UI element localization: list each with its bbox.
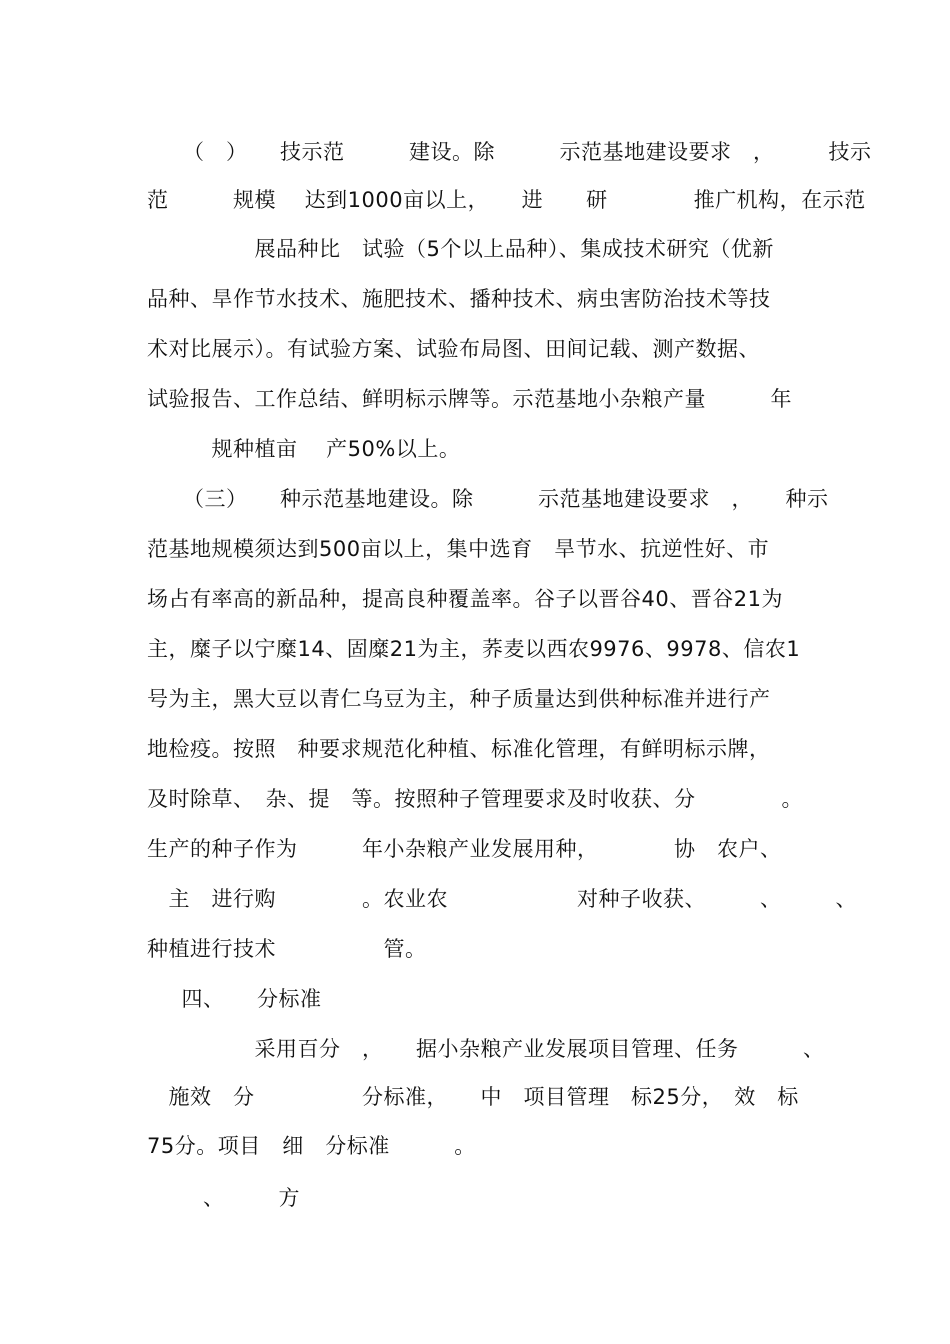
text-line: 范 规模 达到1000亩以上， 进 研 推广机构，在示范 [147, 188, 866, 212]
text-line: 主 进行购 。农业农 对种子收获、 、 、 [147, 887, 857, 911]
text-line: 75分。项目 细 分标准 。 [147, 1134, 476, 1158]
text-line: 展品种比 试验（5个以上品种）、集成技术研究（优新 [147, 237, 774, 261]
text-line: 地检疫。按照 种要求规范化种植、标准化管理，有鲜明标示牌， [147, 737, 771, 761]
text-line: 场占有率高的新品种，提高良种覆盖率。谷子以晋谷40、晋谷21为 [147, 587, 783, 611]
section-heading: 四、 分标准 [160, 987, 322, 1011]
section-heading: 、 方 [160, 1186, 300, 1210]
text-line: 及时除草、 杂、提 等。按照种子管理要求及时收获、分 。 [147, 787, 803, 811]
text-line: 范基地规模须达到500亩以上，集中选育 旱节水、抗逆性好、市 [147, 537, 770, 561]
text-line: 采用百分 ， 据小杂粮产业发展项目管理、任务 、 [147, 1037, 825, 1061]
text-line: 品种、旱作节水技术、施肥技术、播种技术、病虫害防治技术等技 [147, 287, 771, 311]
text-line: 主，糜子以宁糜14、固糜21为主，荞麦以西农9976、9978、信农1 [147, 637, 801, 661]
text-line: 种植进行技术 管。 [147, 937, 427, 961]
text-line: 规种植亩 产50%以上。 [147, 437, 461, 461]
text-line: 生产的种子作为 年小杂粮产业发展用种， 协 农户、 [147, 837, 782, 861]
text-line: 号为主，黑大豆以青仁乌豆为主，种子质量达到供种标准并进行产 [147, 687, 771, 711]
text-line: 试验报告、工作总结、鲜明标示牌等。示范基地小杂粮产量 年 [147, 387, 792, 411]
text-line: （ ） 技示范 建设。除 示范基地建设要求 ， 技示 [183, 140, 872, 164]
text-line: 术对比展示）。有试验方案、试验布局图、田间记载、测产数据、 [147, 337, 760, 361]
text-line: （三） 种示范基地建设。除 示范基地建设要求 ， 种示 [183, 487, 829, 511]
text-line: 施效 分 分标准， 中 项目管理 标25分， 效 标 [147, 1085, 799, 1109]
